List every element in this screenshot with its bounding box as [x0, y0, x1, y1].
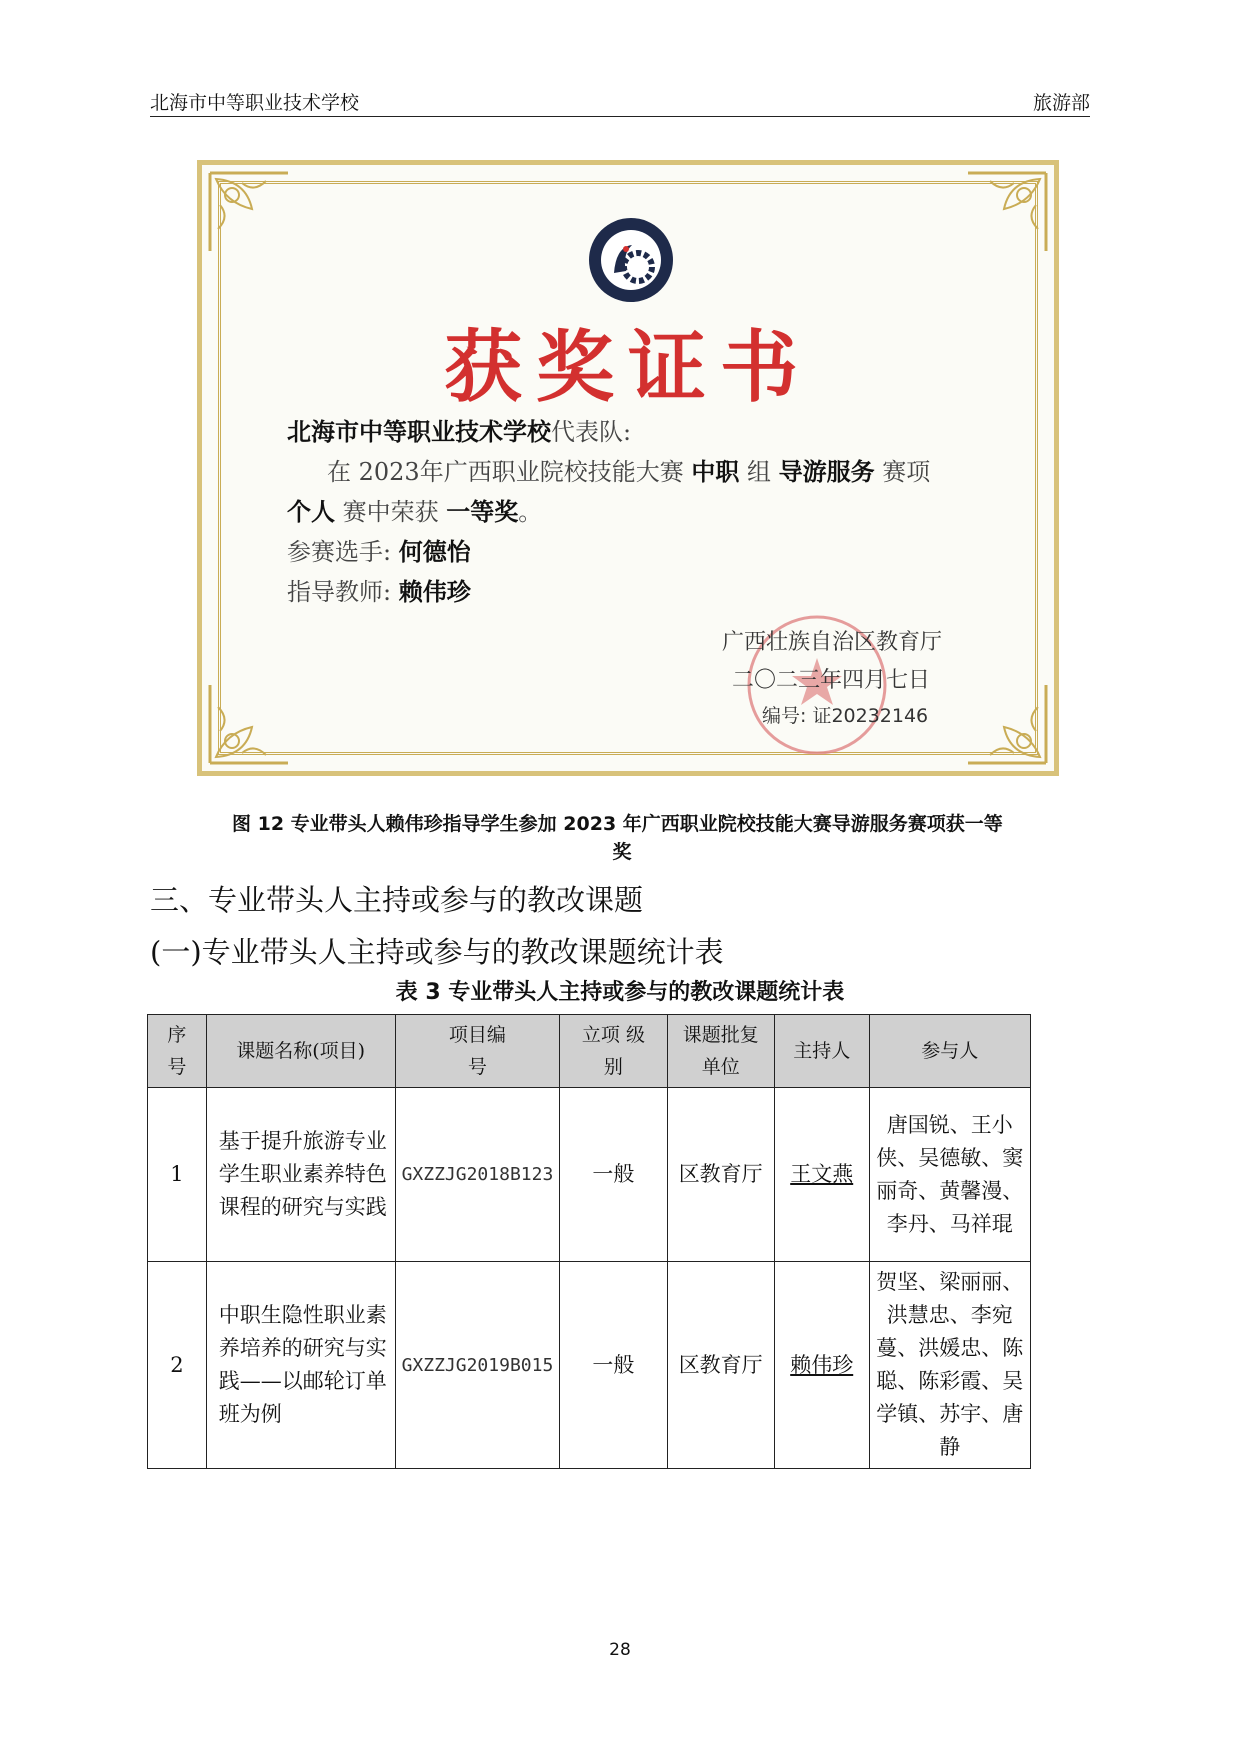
- certificate-event-word: 赛项: [882, 458, 931, 486]
- cell-level: 一般: [560, 1088, 667, 1262]
- cell-host: [774, 1088, 869, 1262]
- certificate-award-line: [287, 492, 542, 527]
- certificate-date: 二〇二三年四月七日: [732, 668, 931, 693]
- cell-code: GXZZJG2019B015: [395, 1262, 560, 1469]
- ornament-corner-icon: [206, 681, 292, 767]
- certificate-team-suffix: 代表队:: [551, 418, 632, 446]
- table-row: [148, 1262, 1031, 1469]
- certificate-number: 编号: 证20232146: [762, 705, 929, 727]
- research-projects-table: [147, 1014, 1031, 1469]
- header-name: 课题名称(项目): [206, 1015, 395, 1088]
- certificate-event: 导游服务: [778, 457, 875, 486]
- certificate-contestant-label: 参赛选手:: [287, 538, 392, 566]
- cell-code: GXZZJG2018B123: [395, 1088, 560, 1262]
- cell-members: 唐国锐、王小侠、吴德敏、窦丽奇、黄馨漫、李丹、马祥琨: [869, 1088, 1030, 1262]
- certificate-contestant-line: [287, 532, 471, 567]
- certificate-group: 中职: [691, 457, 740, 486]
- certificate-team: 北海市中等职业技术学校: [287, 417, 551, 446]
- certificate-event-line: [327, 452, 930, 487]
- header-level: 立项 级 别: [560, 1015, 667, 1088]
- certificate-title: 获奖证书: [443, 322, 812, 413]
- host-name: 赖伟珍: [790, 1352, 854, 1377]
- certificate-category: 个人: [287, 497, 335, 526]
- header-code: 项目编 号: [395, 1015, 560, 1088]
- header-host: 主持人: [774, 1015, 869, 1088]
- header-no: 序 号: [148, 1015, 207, 1088]
- header-department: 旅游部: [1032, 92, 1090, 114]
- cell-name: 中职生隐性职业素养培养的研究与实践——以邮轮订单班为例: [206, 1262, 395, 1469]
- cell-name: 基于提升旅游专业学生职业素养特色课程的研究与实践: [206, 1088, 395, 1262]
- certificate-contestant: 何德怡: [398, 537, 471, 566]
- header-school: 北海市中等职业技术学校: [150, 92, 360, 114]
- cell-no: 2: [148, 1262, 207, 1469]
- certificate-teacher-line: [287, 572, 471, 607]
- ornament-corner-icon: [964, 681, 1050, 767]
- page-number: 28: [609, 1640, 631, 1660]
- section-heading: 三、专业带头人主持或参与的教改课题: [150, 883, 644, 917]
- figure-caption-line2: 奖: [612, 841, 632, 863]
- certificate-event-prefix: 在 2023年广西职业院校技能大赛: [327, 458, 684, 486]
- table-row: [148, 1088, 1031, 1262]
- competition-logo-icon: [586, 215, 676, 305]
- header-unit: 课题批复 单位: [667, 1015, 774, 1088]
- certificate-award-end: 。: [518, 498, 543, 526]
- certificate-team-line: [287, 412, 631, 447]
- host-name: 王文燕: [790, 1162, 854, 1186]
- certificate-issuer: 广西壮族自治区教育厅: [722, 630, 943, 655]
- certificate-teacher: 赖伟珍: [398, 577, 471, 606]
- certificate-teacher-label: 指导教师:: [287, 578, 392, 606]
- table-header-row: [148, 1015, 1031, 1088]
- cell-members: 贺坚、梁丽丽、洪慧忠、李宛蔓、洪媛忠、陈聪、陈彩霞、吴学镇、苏宇、唐静: [869, 1262, 1030, 1469]
- figure-caption-line1: 图 12 专业带头人赖伟珍指导学生参加 2023 年广西职业院校技能大赛导游服务赛项获一等: [232, 813, 1003, 835]
- figure-caption: [232, 810, 1092, 866]
- cell-unit: 区教育厅: [667, 1262, 774, 1469]
- certificate-group-word: 组: [747, 458, 771, 486]
- header-members: 参与人: [869, 1015, 1030, 1088]
- subsection-heading: (一)专业带头人主持或参与的教改课题统计表: [150, 935, 724, 969]
- cell-no: 1: [148, 1088, 207, 1262]
- award-certificate-image: [197, 160, 1059, 776]
- certificate-award: 一等奖: [446, 497, 519, 526]
- table-caption: 表 3 专业带头人主持或参与的教改课题统计表: [395, 980, 845, 1005]
- cell-unit: 区教育厅: [667, 1088, 774, 1262]
- header-divider: [150, 116, 1090, 117]
- certificate-award-mid: 赛中荣获: [342, 498, 439, 526]
- cell-host: [774, 1262, 869, 1469]
- ornament-corner-icon: [206, 169, 292, 255]
- ornament-corner-icon: [964, 169, 1050, 255]
- cell-level: 一般: [560, 1262, 667, 1469]
